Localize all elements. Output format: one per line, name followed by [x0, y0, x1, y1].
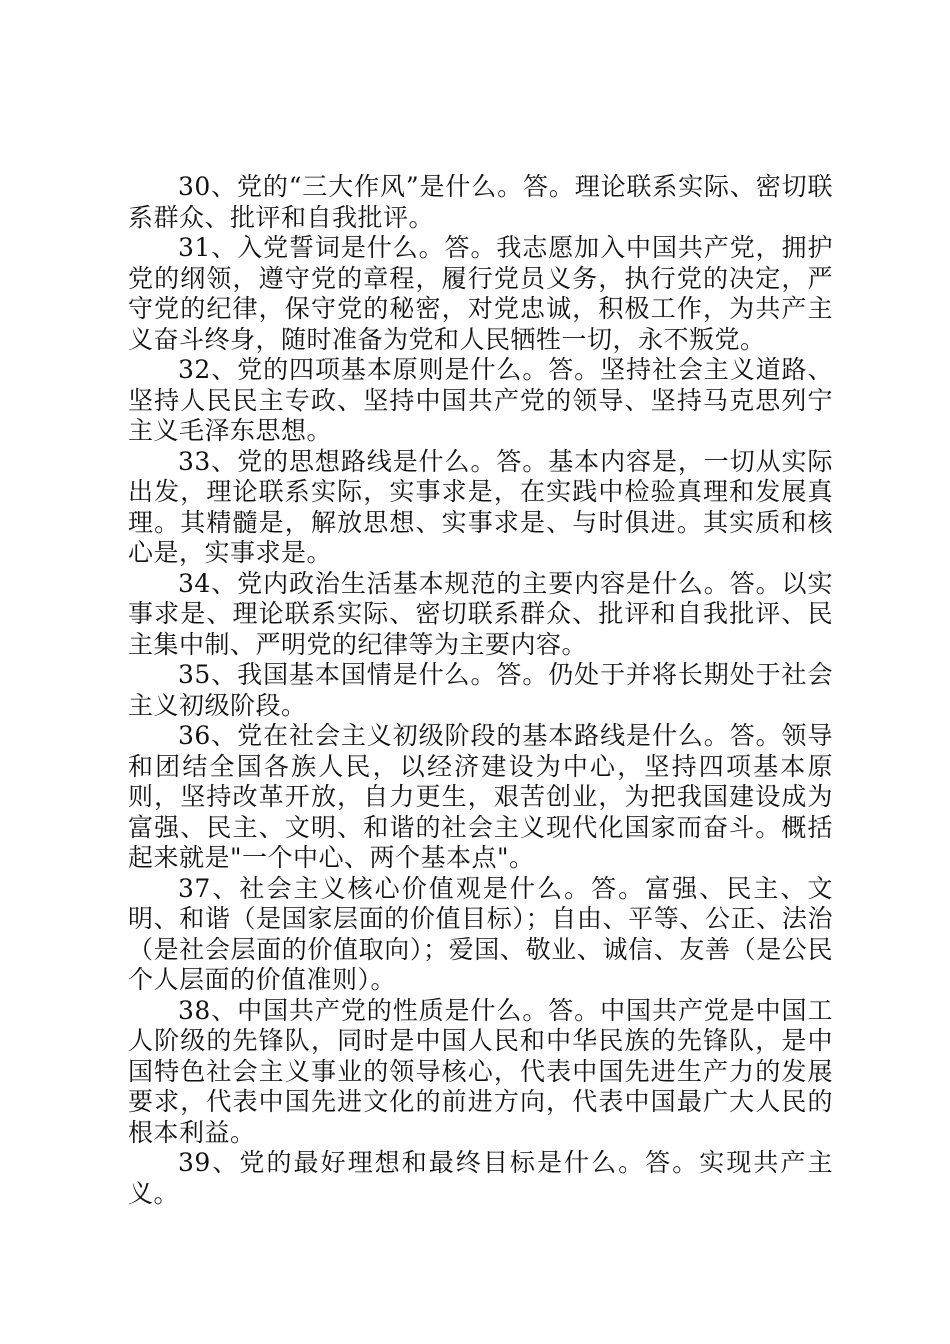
- question-38-paragraph: 38、中国共产党的性质是什么。答。中国共产党是中国工人阶级的先锋队，同时是中国人民和中华民族的先锋队，是中国特色社会主义事业的领导核心，代表中国先进生产力的发展要求，代表中国先进文化的前进方向，代表中国最广大人民的根本利益。: [128, 995, 833, 1147]
- question-32-paragraph: 32、党的四项基本原则是什么。答。坚持社会主义道路、坚持人民民主专政、坚持中国共产党的领导、坚持马克思列宁主义毛泽东思想。: [128, 355, 833, 445]
- question-39-paragraph: 39、党的最好理想和最终目标是什么。答。实现共产主义。: [128, 1148, 833, 1208]
- question-30-paragraph: 30、党的“三大作风”是什么。答。理论联系实际、密切联系群众、批评和自我批评。: [128, 172, 833, 232]
- document-body: [128, 172, 833, 1209]
- question-37-paragraph: 37、社会主义核心价值观是什么。答。富强、民主、文明、和谐（是国家层面的价值目标）；自由、平等、公正、法治（是社会层面的价值取向）；爱国、敬业、诚信、友善（是公民个人层面的价值准则）。: [128, 873, 833, 994]
- question-35-paragraph: 35、我国基本国情是什么。答。仍处于并将长期处于社会主义初级阶段。: [128, 660, 833, 720]
- question-34-paragraph: 34、党内政治生活基本规范的主要内容是什么。答。以实事求是、理论联系实际、密切联系群众、批评和自我批评、民主集中制、严明党的纪律等为主要内容。: [128, 568, 833, 659]
- question-36-paragraph: 36、党在社会主义初级阶段的基本路线是什么。答。领导和团结全国各族人民，以经济建设为中心，坚持四项基本原则，坚持改革开放，自力更生，艰苦创业，为把我国建设成为富强、民主、文明、和谐的社会主义现代化国家而奋斗。概括起来就是"一个中心、两个基本点"。: [128, 721, 833, 872]
- question-33-paragraph: 33、党的思想路线是什么。答。基本内容是，一切从实际出发，理论联系实际，实事求是，在实践中检验真理和发展真理。其精髓是，解放思想、实事求是、与时俱进。其实质和核心是，实事求是。: [128, 446, 833, 567]
- question-31-paragraph: 31、入党誓词是什么。答。我志愿加入中国共产党，拥护党的纲领，遵守党的章程，履行党员义务，执行党的决定，严守党的纪律，保守党的秘密，对党忠诚，积极工作，为共产主义奋斗终身，随时准备为党和人民牺牲一切，永不叛党。: [128, 233, 833, 354]
